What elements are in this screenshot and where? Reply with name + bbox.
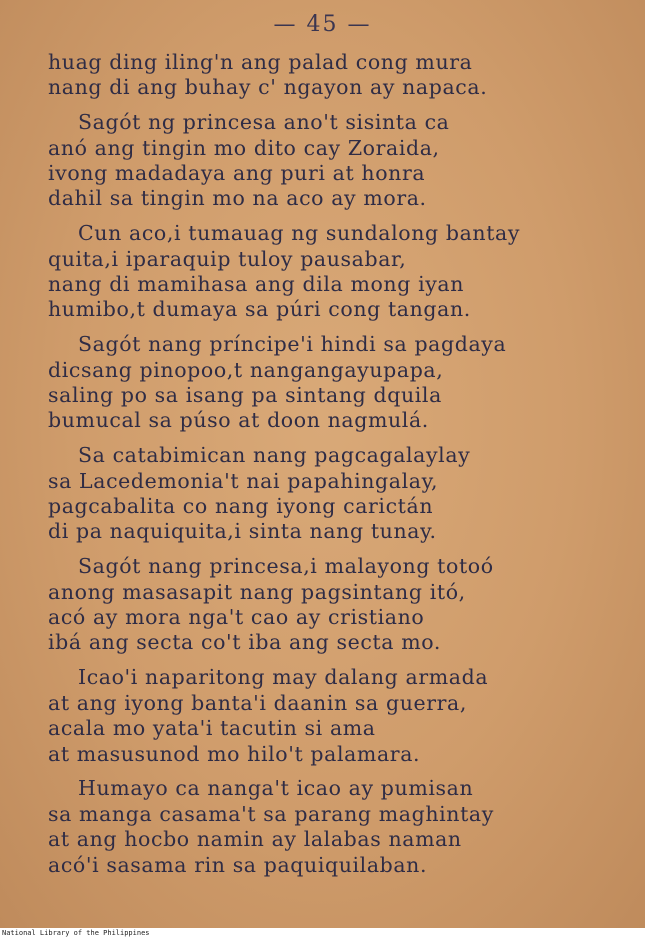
stanza xyxy=(48,776,620,878)
verse-line: nang di mamihasa ang dila mong iyan xyxy=(48,272,465,297)
verse-line: dicsang pinopoo,t nangangayupapa, xyxy=(48,357,444,382)
verse-line: acala mo yata'i tacutin si ama xyxy=(48,716,376,741)
stanza xyxy=(48,332,620,434)
verse-line: humibo,t dumaya sa púri cong tangan. xyxy=(48,297,471,322)
stanza xyxy=(48,221,620,323)
verse-line: at masusunod mo hilo't palamara. xyxy=(48,741,421,766)
verse-line: acó ay mora nga't cao ay cristiano xyxy=(48,605,425,630)
verse-line: Humayo ca nanga't icao ay pumisan xyxy=(78,776,474,801)
verse-line: ivong madadaya ang puri at honra xyxy=(48,161,426,186)
verse-line: Icao'i naparitong may dalang armada xyxy=(78,665,489,690)
verse-line: sa Lacedemonia't nai papahingalay, xyxy=(48,468,439,493)
poem-text xyxy=(48,50,620,887)
verse-line: huag ding iling'n ang palad cong mura xyxy=(48,50,473,74)
verse-line: saling po sa isang pa sintang dquila xyxy=(48,383,442,408)
verse-line: acó'i sasama rin sa paquiquilaban. xyxy=(48,852,428,877)
verse-line: dahil sa tingin mo na aco ay mora. xyxy=(48,186,427,211)
verse-line: ibá ang secta co't iba ang secta mo. xyxy=(48,630,441,655)
stanza xyxy=(48,443,620,545)
verse-line: Cun aco,i tumauag ng sundalong bantay xyxy=(78,221,521,246)
verse-line: di pa naquiquita,i sinta nang tunay. xyxy=(48,519,437,544)
verse-line: pagcabalita co nang iyong carictán xyxy=(48,494,434,519)
verse-line: quita,i iparaquip tuloy pausabar, xyxy=(48,246,407,271)
verse-line: at ang hocbo namin ay lalabas naman xyxy=(48,827,462,852)
verse-line: Sa catabimican nang pagcagalaylay xyxy=(78,443,471,468)
stanza xyxy=(48,110,620,212)
stanza xyxy=(48,50,620,101)
library-credit: National Library of the Philippines xyxy=(0,928,645,938)
verse-line: Sagót nang príncipe'i hindi sa pagdaya xyxy=(78,332,507,357)
verse-line: anong masasapit nang pagsintang itó, xyxy=(48,579,466,604)
verse-line: at ang iyong banta'i daanin sa guerra, xyxy=(48,690,467,715)
stanza xyxy=(48,554,620,656)
verse-line: Sagót nang princesa,i malayong totoó xyxy=(78,554,494,579)
page-number: — 45 — xyxy=(273,12,372,37)
verse-line: Sagót ng princesa ano't sisinta ca xyxy=(78,110,450,135)
stanza xyxy=(48,665,620,767)
verse-line: bumucal sa púso at doon nagmulá. xyxy=(48,408,429,433)
verse-line: anó ang tingin mo dito cay Zoraida, xyxy=(48,135,440,160)
verse-line: sa manga casama't sa parang maghintay xyxy=(48,801,494,826)
verse-line: nang di ang buhay c' ngayon ay napaca. xyxy=(48,75,488,100)
